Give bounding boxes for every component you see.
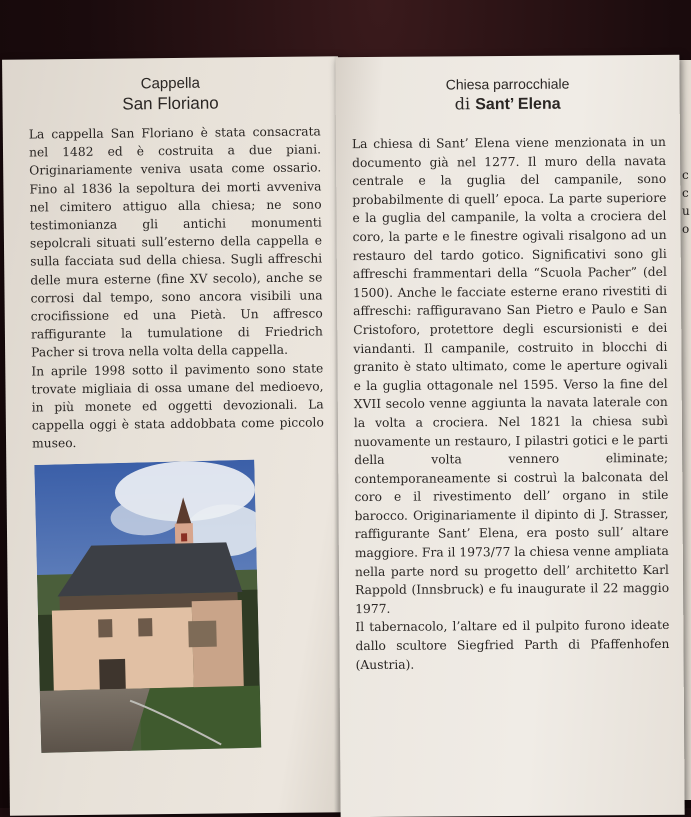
left-title-line1: Cappella <box>140 74 201 93</box>
right-page-title <box>335 73 679 116</box>
fragment-char: c <box>682 186 689 200</box>
left-brochure-page <box>2 56 346 815</box>
left-paragraph-2: In aprile 1998 sotto il pavimento sono state trovate migliaia di ossa umane del medioevo, in più monete ed oggetti devozionali. La cappella oggi è stata addobbata come piccolo museo. <box>31 361 324 451</box>
left-page-body <box>29 122 324 453</box>
right-title-line2 <box>336 93 680 116</box>
fragment-char: o <box>682 222 690 236</box>
right-title-prefix: di <box>454 94 476 114</box>
fragment-char: c <box>682 168 689 182</box>
right-paragraph-1: La chiesa di Sant’ Elena viene menzionata in un documento già nel 1277. Il muro della navata centrale e la guglia del campanile, sono probabilmente di quell’ epoca. La parte superiore e la guglia del campanile, la volta a crociera del coro, la parte e le finestre ogivali risalgono ad un restauro del tardo gotico. Significativi sono gli affreschi frammentari della “Scuola Pacher” (del 1500). Anche le facciate esterne erano rivestiti di affreschi: raffiguravano San Pietro e Paulo e San Cristoforo, protettore degli escursionisti e dei viandanti. Il campanile, costruito in blocchi di granito è stato ultimato, come le aperture ogivali e la guglia ottagonale nel 1595. Verso la fine del XVII secolo venne aggiunta la navata laterale con la volta a crociera. Nel 1821 la chiesa subì nuovamente un restauro, I pilastri gotici e le parti della volta vennero eliminate; contemporaneamente si costruì la balconata del coro e il rivestimento dell’ organo in stile barocco. Originariamente il dipinto di J. Strasser, raffigurante Sant’ Elena, era posto sull’ altare maggiore. Fra il 1973/77 la chiesa venne ampliata nella parte nord su progetto dell’ architetto Karl Rappold (Innsbruck) e fu inaugurate il 22 maggio 1977. <box>351 134 670 616</box>
right-paragraph-2: Il tabernacolo, l’altare ed il pulpito furono ideate dallo scultore Siegfried Parth di Pfaffenhofen (Austria). <box>355 618 670 672</box>
right-title-name: Sant’ Elena <box>475 95 561 114</box>
third-panel-text-fragments <box>682 166 690 238</box>
chapel-photo <box>34 460 261 753</box>
right-page-body <box>352 133 670 674</box>
right-title-line1: Chiesa parrocchiale <box>445 75 570 93</box>
right-brochure-page <box>335 55 684 817</box>
left-page-title <box>2 72 338 116</box>
left-paragraph-1: La cappella San Floriano è stata consacrata nel 1482 ed è costruita a due piani. Originariamente veniva usata come ossario. Fino al 1836 la sepoltura dei morti avveniva nel cimitero attiguo alla chiesa; ne sono testimonianza gli antichi monumenti sepolcrali situati sull’esterno della cappella e sulla facciata sud della chiesa. Sugli affreschi delle mura esterne (fine XV secolo), anche se corrosi dal tempo, sono ancora visibili una crocifissione ed una Pietà. Un affresco raffigurante la tumulatione di Friedrich Pacher si trova nella volta della cappella. <box>28 124 323 360</box>
fragment-char: u <box>682 204 690 218</box>
left-title-line2: San Floriano <box>122 93 219 114</box>
